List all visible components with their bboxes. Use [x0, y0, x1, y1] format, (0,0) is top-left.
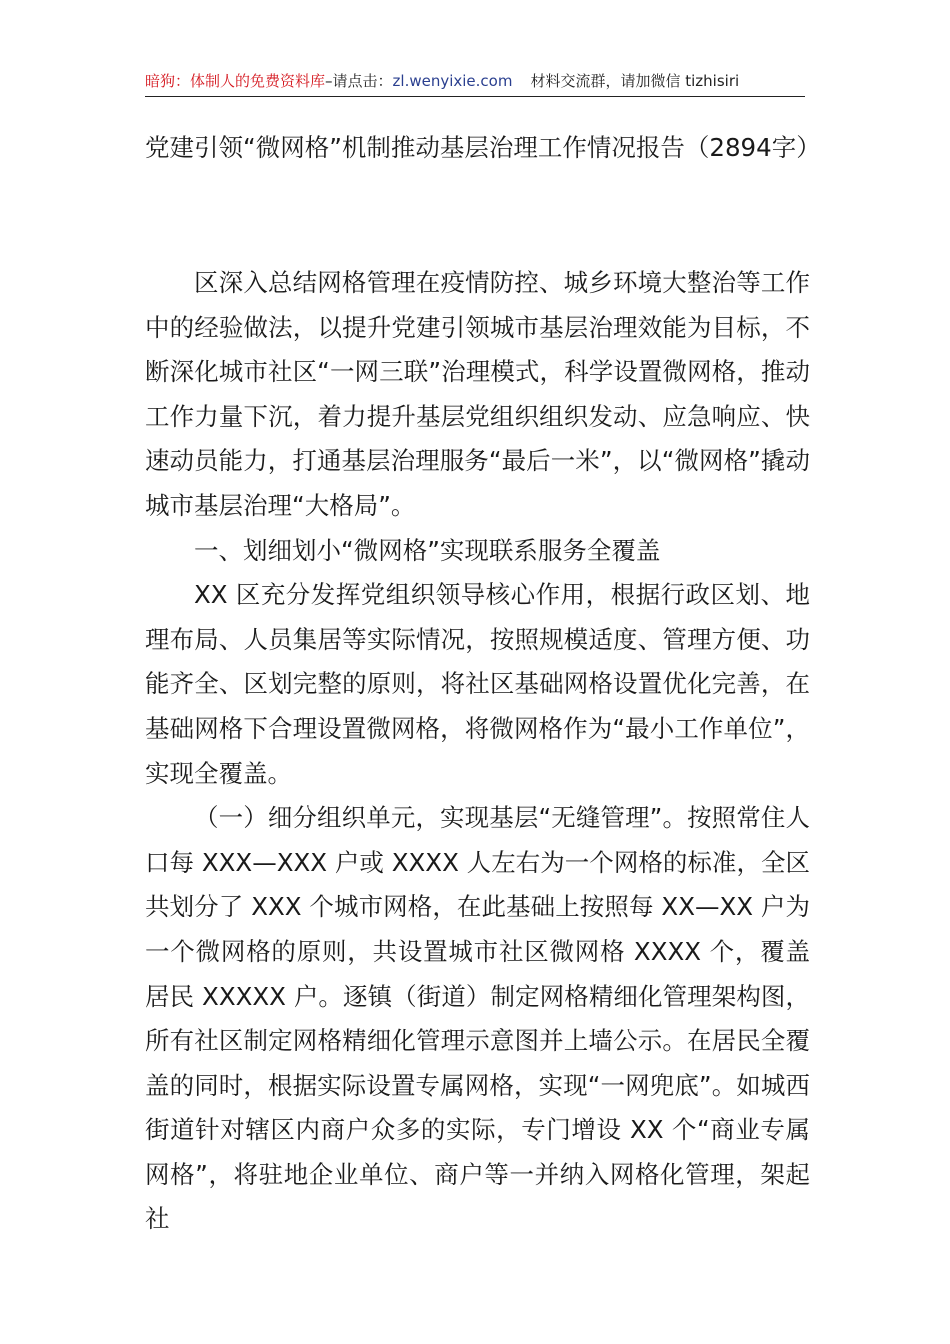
intro-paragraph: 区深入总结网格管理在疫情防控、城乡环境大整治等工作中的经验做法，以提升党建引领城市基层治理效能为目标，不断深化城市社区“一网三联”治理模式，科学设置微网格，推动工作力量下沉，着力提升基层党组织组织发动、应急响应、快速动员能力，打通基层治理服务“最后一米”，以“微网格”撬动城市基层治理“大格局”。 — [145, 268, 810, 520]
header-brand: 暗狗：体制人的免费资料库 — [145, 72, 326, 90]
document-title: 党建引领“微网格”机制推动基层治理工作情况报告（2894字） — [145, 133, 821, 162]
header-link[interactable]: zl.wenyixie.com — [392, 72, 513, 90]
document-body — [145, 261, 810, 1242]
subsection-paragraph: （一）细分组织单元，实现基层“无缝管理”。按照常住人口每 XXX—XXX 户或 XXXX 人左右为一个网格的标准，全区共划分了 XXX 个城市网格，在此基础上按照每 XX—XX 户为一个微网格的原则，共设置城市社区微网格 XXXX 个，覆盖居民 XXXXX 户。逐镇（街道）制定网格精细化管理架构图，所有社区制定网格精细化管理示意图并上墙公示。在居民全覆盖的同时，根据实际设置专属网格，实现“一网兜底”。如城西街道针对辖区内商户众多的实际，专门增设 XX 个“商业专属网格”，将驻地企业单位、商户等一并纳入网格化管理，架起社 — [145, 803, 810, 1234]
section-paragraph: XX 区充分发挥党组织领导核心作用，根据行政区划、地理布局、人员集居等实际情况，按照规模适度、管理方便、功能齐全、区划完整的原则，将社区基础网格设置优化完善，在基础网格下合理设置微网格，将微网格作为“最小工作单位”，实现全覆盖。 — [145, 580, 810, 788]
header-contact: 材料交流群，请加微信 tizhisiri — [530, 72, 740, 90]
section-heading: 一、划细划小“微网格”实现联系服务全覆盖 — [194, 535, 661, 565]
header-link-prefix: –请点击： — [325, 72, 393, 90]
page-header — [145, 66, 805, 97]
